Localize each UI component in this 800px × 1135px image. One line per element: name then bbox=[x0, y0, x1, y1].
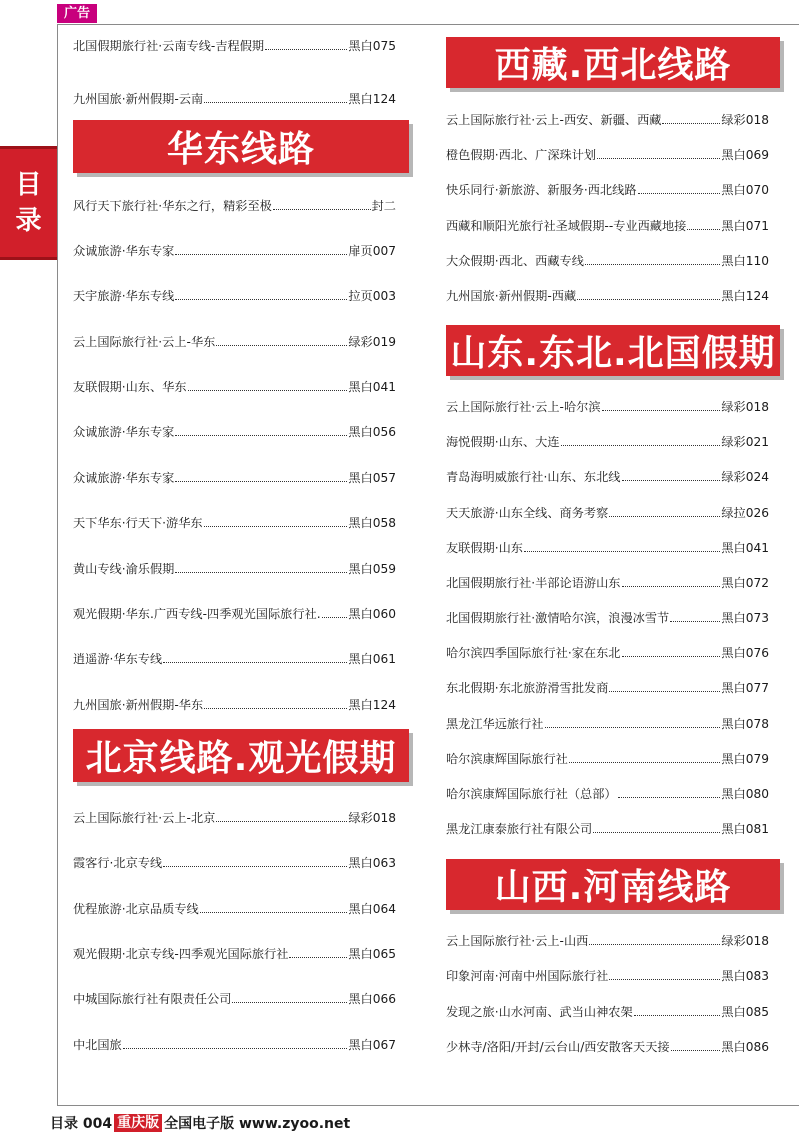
toc-entry-title: 众诚旅游·华东专家 bbox=[73, 425, 175, 440]
toc-entry-page: 黑白085 bbox=[721, 1004, 769, 1019]
toc-dot-leader bbox=[545, 727, 721, 728]
toc-entry-title: 云上国际旅行社·云上-西安、新疆、西藏 bbox=[446, 113, 662, 127]
toc-dot-leader bbox=[561, 445, 721, 446]
toc-entry[interactable] bbox=[446, 218, 769, 234]
toc-entry-title: 友联假期·山东 bbox=[446, 540, 523, 555]
toc-entry[interactable] bbox=[73, 91, 396, 107]
toc-entry-page: 黑白124 bbox=[348, 697, 396, 712]
section-list-beijing bbox=[73, 810, 396, 1053]
toc-entry-title: 云上国际旅行社·云上-哈尔滨 bbox=[446, 399, 601, 414]
toc-entry-title: 九州国旅·新州假期-西藏 bbox=[446, 288, 577, 303]
toc-entry-page: 黑白081 bbox=[721, 822, 769, 837]
toc-entry-title: 哈尔滨四季国际旅行社·家在东北 bbox=[446, 646, 621, 661]
toc-entry-page: 黑白041 bbox=[721, 540, 769, 555]
toc-entry[interactable] bbox=[73, 810, 396, 826]
toc-entry-title: 云上国际旅行社·云上-北京 bbox=[73, 810, 216, 825]
toc-entry[interactable] bbox=[446, 112, 769, 128]
section-list-shanxi bbox=[446, 933, 769, 1055]
toc-dot-leader bbox=[618, 797, 721, 798]
toc-dot-leader bbox=[204, 102, 347, 103]
toc-entry[interactable] bbox=[446, 645, 769, 661]
toc-entry-title: 哈尔滨康辉国际旅行社 bbox=[446, 751, 568, 766]
toc-entry[interactable] bbox=[446, 680, 769, 696]
toc-dot-leader bbox=[163, 866, 347, 867]
toc-dot-leader bbox=[175, 481, 347, 482]
toc-entry-page: 黑白061 bbox=[348, 652, 396, 667]
toc-entry-title: 大众假期·西北、西藏专线 bbox=[446, 253, 584, 268]
toc-entry-page: 黑白086 bbox=[721, 1039, 769, 1054]
toc-entry-title: 天天旅游·山东全线、商务考察 bbox=[446, 505, 609, 520]
toc-entry-page: 绿彩021 bbox=[721, 435, 769, 450]
footer-page-label: 目录 004 bbox=[50, 1116, 113, 1132]
toc-dot-leader bbox=[175, 435, 347, 436]
toc-dot-leader bbox=[602, 410, 721, 411]
toc-entry[interactable] bbox=[446, 933, 769, 949]
toc-entry-page: 黑白075 bbox=[348, 39, 396, 53]
toc-entry-title: 中城国际旅行社有限责任公司 bbox=[73, 992, 232, 1007]
toc-entry[interactable] bbox=[73, 243, 396, 259]
toc-entry-title: 东北假期·东北旅游滑雪批发商 bbox=[446, 681, 609, 696]
toc-dot-leader bbox=[622, 586, 721, 587]
toc-entry-page: 黑白059 bbox=[348, 561, 396, 576]
toc-entry-title: 北国假期旅行社·半部论语游山东 bbox=[446, 575, 621, 590]
toc-entry[interactable] bbox=[446, 751, 769, 767]
toc-entry-title: 九州国旅·新州假期-云南 bbox=[73, 91, 204, 106]
toc-dot-leader bbox=[273, 209, 371, 210]
toc-entry-page: 黑白058 bbox=[348, 516, 396, 531]
contents-side-tab bbox=[0, 146, 57, 260]
toc-entry[interactable] bbox=[73, 288, 396, 304]
toc-dot-leader bbox=[216, 345, 347, 346]
toc-entry[interactable] bbox=[73, 855, 396, 871]
toc-entry-page: 黑白064 bbox=[348, 901, 396, 916]
toc-entry[interactable] bbox=[446, 253, 769, 269]
section-list-huadong bbox=[73, 198, 396, 713]
toc-entry-page: 黑白083 bbox=[721, 969, 769, 984]
toc-entry-title: 友联假期·山东、华东 bbox=[73, 380, 187, 395]
toc-entry-title: 北国假期旅行社·云南专线-吉程假期 bbox=[73, 39, 265, 53]
toc-entry-page: 黑白124 bbox=[348, 91, 396, 106]
side-tab-char: 目 bbox=[15, 170, 42, 200]
toc-entry-page: 黑白073 bbox=[721, 611, 769, 626]
toc-dot-leader bbox=[524, 551, 720, 552]
toc-entry-page: 拉页003 bbox=[348, 289, 396, 304]
toc-entry-page: 黑白065 bbox=[348, 946, 396, 961]
toc-dot-leader bbox=[200, 912, 348, 913]
toc-entry-page: 黑白069 bbox=[721, 148, 769, 163]
toc-entry[interactable] bbox=[446, 821, 769, 837]
toc-entry-page: 黑白070 bbox=[721, 183, 769, 198]
toc-entry-title: 天宇旅游·华东专线 bbox=[73, 289, 175, 304]
side-tab-char: 录 bbox=[15, 206, 42, 236]
toc-entry[interactable] bbox=[446, 288, 769, 304]
left-column bbox=[73, 38, 396, 1053]
toc-dot-leader bbox=[204, 526, 348, 527]
toc-entry-title: 众诚旅游·华东专家 bbox=[73, 470, 175, 485]
toc-dot-leader bbox=[670, 621, 720, 622]
toc-entry-title: 北国假期旅行社·激情哈尔滨，浪漫冰雪节 bbox=[446, 611, 670, 626]
toc-entry-page: 黑白060 bbox=[348, 607, 396, 622]
toc-entry-page: 绿彩018 bbox=[348, 810, 396, 825]
section-list-xizang bbox=[446, 112, 769, 304]
section-banner-shandong: 山东.东北.北国假期 bbox=[446, 325, 780, 376]
footer-edition-badge: 重庆版 bbox=[114, 1114, 162, 1132]
section-banner-shanxi: 山西.河南线路 bbox=[446, 859, 780, 910]
page-footer bbox=[50, 1113, 350, 1133]
toc-entry[interactable] bbox=[73, 606, 396, 622]
toc-entry[interactable] bbox=[73, 946, 396, 962]
toc-entry-title: 海悦假期·山东、大连 bbox=[446, 435, 560, 450]
toc-entry[interactable] bbox=[446, 147, 769, 163]
toc-entry[interactable] bbox=[73, 38, 396, 54]
toc-entry-page: 封二 bbox=[371, 198, 396, 213]
toc-entry-title: 众诚旅游·华东专家 bbox=[73, 243, 175, 258]
toc-entry-title: 黑龙江华远旅行社 bbox=[446, 716, 544, 731]
toc-entry-title: 西藏和顺阳光旅行社圣域假期--专业西藏地接 bbox=[446, 218, 687, 233]
toc-entry[interactable] bbox=[446, 182, 769, 198]
toc-entry-page: 黑白072 bbox=[721, 575, 769, 590]
toc-entry-page: 扉页007 bbox=[348, 243, 396, 258]
toc-entry-page: 绿彩024 bbox=[721, 470, 769, 485]
toc-entry[interactable] bbox=[73, 334, 396, 350]
toc-dot-leader bbox=[175, 299, 347, 300]
toc-entry[interactable] bbox=[73, 1037, 396, 1053]
toc-entry-title: 观光假期·北京专线-四季观光国际旅行社 bbox=[73, 946, 289, 961]
toc-entry-title: 中北国旅 bbox=[73, 1037, 122, 1052]
toc-entry[interactable] bbox=[73, 198, 396, 214]
toc-entry-page: 黑白056 bbox=[348, 425, 396, 440]
toc-entry-page: 绿彩018 bbox=[721, 113, 769, 127]
toc-dot-leader bbox=[204, 708, 347, 709]
toc-entry[interactable] bbox=[73, 901, 396, 917]
toc-entry[interactable] bbox=[73, 697, 396, 713]
toc-entry-page: 黑白041 bbox=[348, 380, 396, 395]
toc-entry-title: 云上国际旅行社·云上-华东 bbox=[73, 334, 216, 349]
toc-entry-title: 青岛海明威旅行社·山东、东北线 bbox=[446, 470, 621, 485]
toc-dot-leader bbox=[589, 944, 720, 945]
toc-dot-leader bbox=[232, 1002, 347, 1003]
toc-entry[interactable] bbox=[446, 968, 769, 984]
toc-entry[interactable] bbox=[73, 470, 396, 486]
toc-dot-leader bbox=[175, 254, 347, 255]
toc-entry-page: 黑白067 bbox=[348, 1037, 396, 1052]
toc-entry-title: 黑龙江康泰旅行社有限公司 bbox=[446, 822, 593, 837]
toc-entry-page: 黑白080 bbox=[721, 787, 769, 801]
toc-dot-leader bbox=[671, 1050, 721, 1051]
section-banner-huadong: 华东线路 bbox=[73, 120, 409, 173]
toc-entry[interactable] bbox=[446, 716, 769, 732]
toc-entry[interactable] bbox=[446, 540, 769, 556]
toc-dot-leader bbox=[662, 123, 720, 124]
toc-dot-leader bbox=[585, 264, 720, 265]
toc-entry-page: 绿彩018 bbox=[721, 934, 769, 949]
toc-entry-title: 印象河南·河南中州国际旅行社 bbox=[446, 969, 609, 984]
toc-entry[interactable] bbox=[446, 575, 769, 591]
toc-dot-leader bbox=[609, 691, 720, 692]
toc-entry-title: 哈尔滨康辉国际旅行社（总部） bbox=[446, 787, 617, 801]
toc-entry[interactable] bbox=[446, 469, 769, 485]
section-list-shandong bbox=[446, 399, 769, 837]
toc-entry-page: 黑白079 bbox=[721, 751, 769, 766]
toc-dot-leader bbox=[163, 662, 347, 663]
toc-entry-title: 快乐同行·新旅游、新服务·西北线路 bbox=[446, 183, 637, 198]
toc-dot-leader bbox=[634, 1015, 721, 1016]
toc-dot-leader bbox=[593, 832, 720, 833]
toc-dot-leader bbox=[123, 1048, 348, 1049]
toc-entry[interactable] bbox=[446, 786, 769, 802]
toc-entry[interactable] bbox=[73, 561, 396, 577]
toc-entry-title: 优程旅游·北京品质专线 bbox=[73, 901, 199, 916]
toc-entry-title: 发现之旅·山水河南、武当山神农架 bbox=[446, 1004, 633, 1019]
toc-entry-title: 云上国际旅行社·云上-山西 bbox=[446, 934, 589, 949]
toc-entry-page: 黑白110 bbox=[721, 253, 769, 268]
toc-entry-page: 黑白057 bbox=[348, 470, 396, 485]
toc-entry-page: 黑白076 bbox=[721, 646, 769, 661]
ad-tag: 广告 bbox=[57, 4, 97, 23]
footer-site-label: 全国电子版 www.zyoo.net bbox=[164, 1116, 351, 1132]
toc-dot-leader bbox=[322, 617, 348, 618]
toc-dot-leader bbox=[577, 299, 720, 300]
toc-entry[interactable] bbox=[446, 505, 769, 521]
toc-dot-leader bbox=[597, 158, 720, 159]
section-banner-beijing: 北京线路.观光假期 bbox=[73, 729, 409, 782]
toc-entry[interactable] bbox=[73, 379, 396, 395]
toc-entry[interactable] bbox=[446, 399, 769, 415]
toc-dot-leader bbox=[569, 762, 720, 763]
toc-entry-title: 橙色假期·西北、广深珠计划 bbox=[446, 148, 597, 163]
toc-entry[interactable] bbox=[73, 515, 396, 531]
toc-entry-page: 黑白066 bbox=[348, 992, 396, 1007]
toc-entry[interactable] bbox=[446, 610, 769, 626]
toc-entry-title: 天下华东·行天下·游华东 bbox=[73, 516, 203, 531]
toc-entry-title: 观光假期·华东.广西专线-四季观光国际旅行社. bbox=[73, 607, 321, 622]
toc-dot-leader bbox=[216, 821, 347, 822]
toc-dot-leader bbox=[622, 480, 721, 481]
toc-dot-leader bbox=[622, 656, 721, 657]
toc-entry-page: 黑白063 bbox=[348, 856, 396, 871]
toc-entry[interactable] bbox=[446, 1039, 769, 1055]
toc-entry-page: 黑白078 bbox=[721, 716, 769, 731]
right-column bbox=[446, 37, 776, 1055]
section-banner-xizang: 西藏.西北线路 bbox=[446, 37, 780, 88]
toc-dot-leader bbox=[265, 49, 347, 50]
toc-entry-page: 黑白071 bbox=[721, 218, 769, 233]
toc-entry[interactable] bbox=[73, 651, 396, 667]
toc-entry-title: 少林寺/洛阳/开封/云台山/西安散客天天接 bbox=[446, 1039, 670, 1054]
toc-entry[interactable] bbox=[73, 424, 396, 440]
toc-entry-page: 绿拉026 bbox=[721, 505, 769, 520]
toc-entry-title: 逍遥游·华东专线 bbox=[73, 652, 163, 667]
toc-entry[interactable] bbox=[446, 434, 769, 450]
toc-dot-leader bbox=[609, 516, 720, 517]
toc-dot-leader bbox=[687, 229, 720, 230]
toc-entry-page: 黑白077 bbox=[721, 681, 769, 696]
toc-dot-leader bbox=[175, 572, 347, 573]
toc-dot-leader bbox=[609, 979, 720, 980]
toc-dot-leader bbox=[289, 957, 347, 958]
toc-dot-leader bbox=[188, 390, 348, 391]
toc-entry[interactable] bbox=[446, 1004, 769, 1020]
toc-entry-page: 黑白124 bbox=[721, 288, 769, 303]
toc-entry-title: 风行天下旅行社·华东之行，精彩至极 bbox=[73, 198, 272, 213]
toc-entry[interactable] bbox=[73, 991, 396, 1007]
toc-entry-title: 霞客行·北京专线 bbox=[73, 856, 163, 871]
toc-entry-title: 九州国旅·新州假期-华东 bbox=[73, 697, 204, 712]
left-top-list bbox=[73, 38, 396, 107]
toc-entry-title: 黄山专线·渝乐假期 bbox=[73, 561, 175, 576]
toc-entry-page: 绿彩019 bbox=[348, 334, 396, 349]
toc-entry-page: 绿彩018 bbox=[721, 399, 769, 414]
toc-dot-leader bbox=[638, 193, 721, 194]
